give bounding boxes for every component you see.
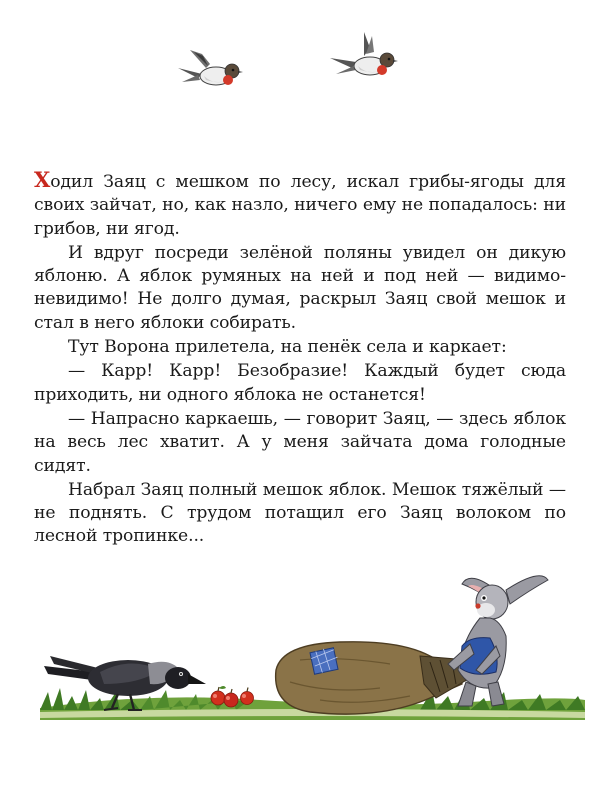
paragraph: И вдруг посреди зелёной поляны увидел он дикую яблоню. А яблок румяных на ней и под ней — видимо-невидимо! Не долго думая, раскрыл Заяц свой мешок и стал в него яблоки собирать. — [34, 242, 566, 333]
apple-icon — [211, 686, 226, 705]
bird-icon — [178, 50, 243, 85]
paragraph — [34, 168, 566, 241]
paragraph-text: одил Заяц с мешком по лесу, искал грибы-ягоды для своих зайчат, но, как назло, ничего ему не попадалось: ни грибов, ни ягод. — [34, 172, 566, 239]
sack-icon — [276, 642, 470, 714]
paragraph: — Напрасно каркаешь, — говорит Заяц, — здесь яблок на весь лес хватит. А у меня зайчата дома голодные сидят. — [34, 408, 566, 476]
bird-icon — [330, 32, 398, 75]
hare-icon — [448, 576, 548, 706]
story-text — [34, 168, 566, 550]
apple-icon — [241, 688, 254, 705]
paragraph: Набрал Заяц полный мешок яблок. Мешок тяжёлый — не поднять. С трудом потащил его Заяц волоком по лесной тропинке... — [34, 479, 566, 547]
drop-cap: Х — [34, 167, 51, 192]
paragraph: — Карр! Карр! Безобразие! Каждый будет сюда приходить, ни одного яблока не останется! — [34, 361, 566, 405]
paragraph: Тут Ворона прилетела, на пенёк села и каркает: — [68, 337, 507, 358]
top-illustration — [0, 0, 603, 160]
apple-icon — [224, 689, 238, 707]
bottom-illustration — [0, 560, 603, 750]
